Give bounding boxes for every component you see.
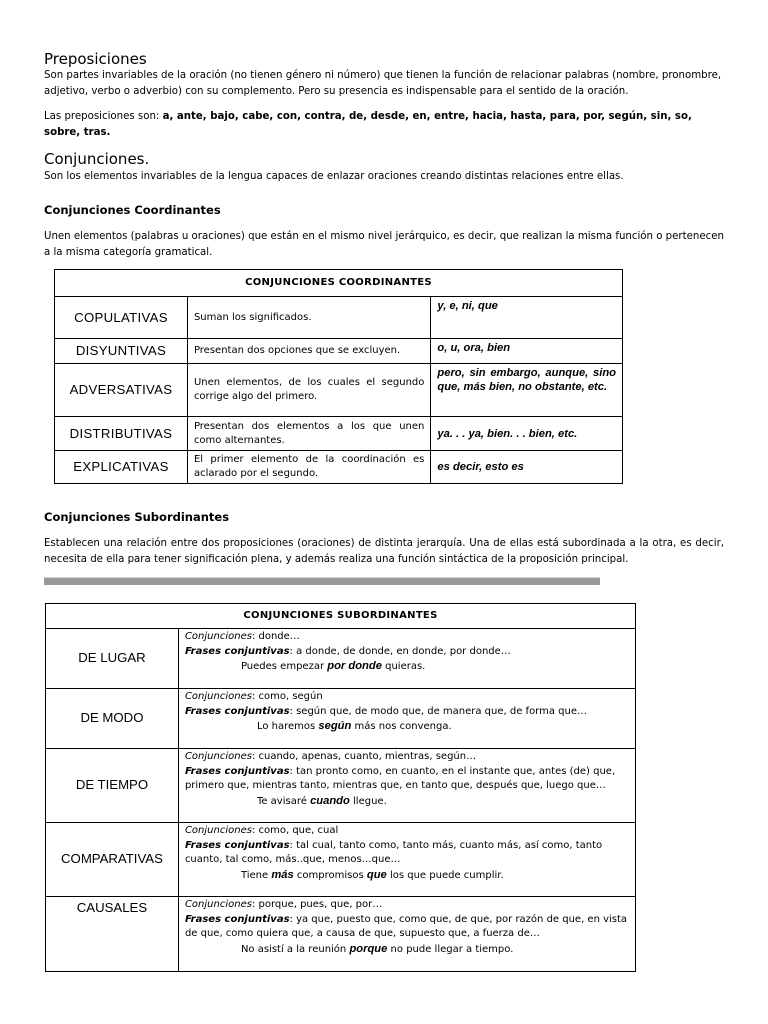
frases-label: Frases conjuntivas xyxy=(184,645,290,657)
coord-examples: y, e, ni, que xyxy=(431,297,623,339)
coord-desc: Presentan dos elementos a los que unen como alternantes. xyxy=(187,417,430,451)
sub-content xyxy=(178,897,635,972)
conj-values: : como, que, cual xyxy=(251,825,339,836)
conj-values: : como, según xyxy=(251,691,323,702)
coord-desc: Unen elementos, de los cuales el segundo corrige algo del primero. xyxy=(187,364,430,417)
coordinantes-table-title: CONJUNCIONES COORDINANTES xyxy=(55,270,623,297)
frases-label: Frases conjuntivas xyxy=(184,913,290,925)
conjunciones-title: Conjunciones. xyxy=(44,150,150,168)
preposiciones-list: a, ante, bajo, cabe, con, contra, de, desde, en, entre, hacia, hasta, para, por, según, sin, so, sobre, tras. xyxy=(44,111,692,138)
subordinantes-table xyxy=(45,603,636,972)
subordinantes-heading: Conjunciones Subordinantes xyxy=(44,510,230,524)
coord-type: ADVERSATIVAS xyxy=(55,364,188,417)
frases-label: Frases conjuntivas xyxy=(184,705,290,717)
coord-examples: es decir, esto es xyxy=(431,451,623,484)
coordinantes-table xyxy=(54,269,623,484)
conj-label: Conjunciones xyxy=(184,899,252,910)
frases-label: Frases conjuntivas xyxy=(184,765,290,777)
coord-desc: Suman los significados. xyxy=(187,297,430,339)
table-row xyxy=(55,297,623,339)
coord-type: COPULATIVAS xyxy=(55,297,188,339)
table-row xyxy=(55,451,623,484)
coord-examples: pero, sin embargo, aunque, sino que, más bien, no obstante, etc. xyxy=(431,364,623,417)
coordinantes-definition: Unen elementos (palabras u oraciones) que están en el mismo nivel jerárquico, es decir, que realizan la misma función o pertenecen a la misma categoría gramatical. xyxy=(44,231,724,258)
table-row xyxy=(55,339,623,364)
coord-type: DISTRIBUTIVAS xyxy=(55,417,188,451)
sub-type: COMPARATIVAS xyxy=(46,823,179,897)
table-row xyxy=(55,364,623,417)
subordinantes-definition: Establecen una relación entre dos proposiciones (oraciones) de distinta jerarquía. Una de ellas está subordinada a la otra, es decir, necesita de ella para tener significación plena, y además realiza una función sintáctica de la proposición principal. xyxy=(44,538,724,565)
table-row xyxy=(46,749,636,823)
sub-content xyxy=(178,689,635,749)
sub-content xyxy=(178,823,635,897)
example-sentence: No asistí a la reunión porque no pude llegar a tiempo. xyxy=(240,942,514,955)
frases-values: : a donde, de donde, en donde, por donde… xyxy=(289,645,511,657)
subordinantes-table-title: CONJUNCIONES SUBORDINANTES xyxy=(46,604,636,629)
table-row xyxy=(46,897,636,972)
example-sentence: Tiene más compromisos que los que puede cumplir. xyxy=(240,868,504,881)
conj-values: : cuando, apenas, cuanto, mientras, según… xyxy=(251,751,477,762)
example-sentence: Puedes empezar por donde quieras. xyxy=(240,660,426,672)
example-sentence: Te avisaré cuando llegue. xyxy=(256,794,387,807)
sub-type: DE LUGAR xyxy=(46,629,179,689)
frases-values: : tan pronto como, en cuanto, en el instante que, antes (de) que, primero que, mientras tanto, mientras que, en tanto que, después que, luego que… xyxy=(184,765,616,791)
conj-label: Conjunciones xyxy=(184,691,252,702)
sub-content xyxy=(178,629,635,689)
table-row xyxy=(46,689,636,749)
conj-label: Conjunciones xyxy=(184,751,252,762)
separator-bar xyxy=(44,577,600,585)
frases-values: : tal cual, tanto como, tanto más, cuanto más, así como, tanto cuanto, tal como, más..que, menos…que… xyxy=(184,839,603,865)
coord-examples: ya. . . ya, bien. . . bien, etc. xyxy=(431,417,623,451)
coord-type: EXPLICATIVAS xyxy=(55,451,188,484)
example-sentence: Lo haremos según más nos convenga. xyxy=(256,720,452,732)
preposiciones-title: Preposiciones xyxy=(44,50,147,68)
coord-desc: Presentan dos opciones que se excluyen. xyxy=(187,339,430,364)
conj-values: : donde… xyxy=(251,631,300,642)
sub-type: CAUSALES xyxy=(46,897,179,972)
table-row xyxy=(55,417,623,451)
table-row xyxy=(46,823,636,897)
coord-desc: El primer elemento de la coordinación es aclarado por el segundo. xyxy=(187,451,430,484)
coord-examples: o, u, ora, bien xyxy=(431,339,623,364)
frases-label: Frases conjuntivas xyxy=(184,839,290,851)
conjunciones-definition: Son los elementos invariables de la lengua capaces de enlazar oraciones creando distintas relaciones entre ellas. xyxy=(44,171,624,182)
frases-values: : ya que, puesto que, como que, de que, por razón de que, en vista de que, como quiera que, a causa de que, supuesto que, a fuerza de… xyxy=(184,913,628,939)
conj-label: Conjunciones xyxy=(184,825,252,836)
preposiciones-definition: Son partes invariables de la oración (no tienen género ni número) que tienen la función de relacionar palabras (nombre, pronombre, adjetivo, verbo o adverbio) con su complemento. Pero su presencia es indispensable para el sentido de la oración. xyxy=(44,70,722,97)
table-row xyxy=(46,629,636,689)
sub-content xyxy=(178,749,635,823)
preposiciones-list-intro: Las preposiciones son: xyxy=(44,111,163,122)
coordinantes-heading: Conjunciones Coordinantes xyxy=(44,203,221,217)
frases-values: : según que, de modo que, de manera que, de forma que… xyxy=(289,705,588,717)
sub-type: DE MODO xyxy=(46,689,179,749)
preposiciones-list-paragraph xyxy=(44,109,724,141)
conj-label: Conjunciones xyxy=(184,631,252,642)
conj-values: : porque, pues, que, por… xyxy=(251,899,383,910)
coord-type: DISYUNTIVAS xyxy=(55,339,188,364)
sub-type: DE TIEMPO xyxy=(46,749,179,823)
